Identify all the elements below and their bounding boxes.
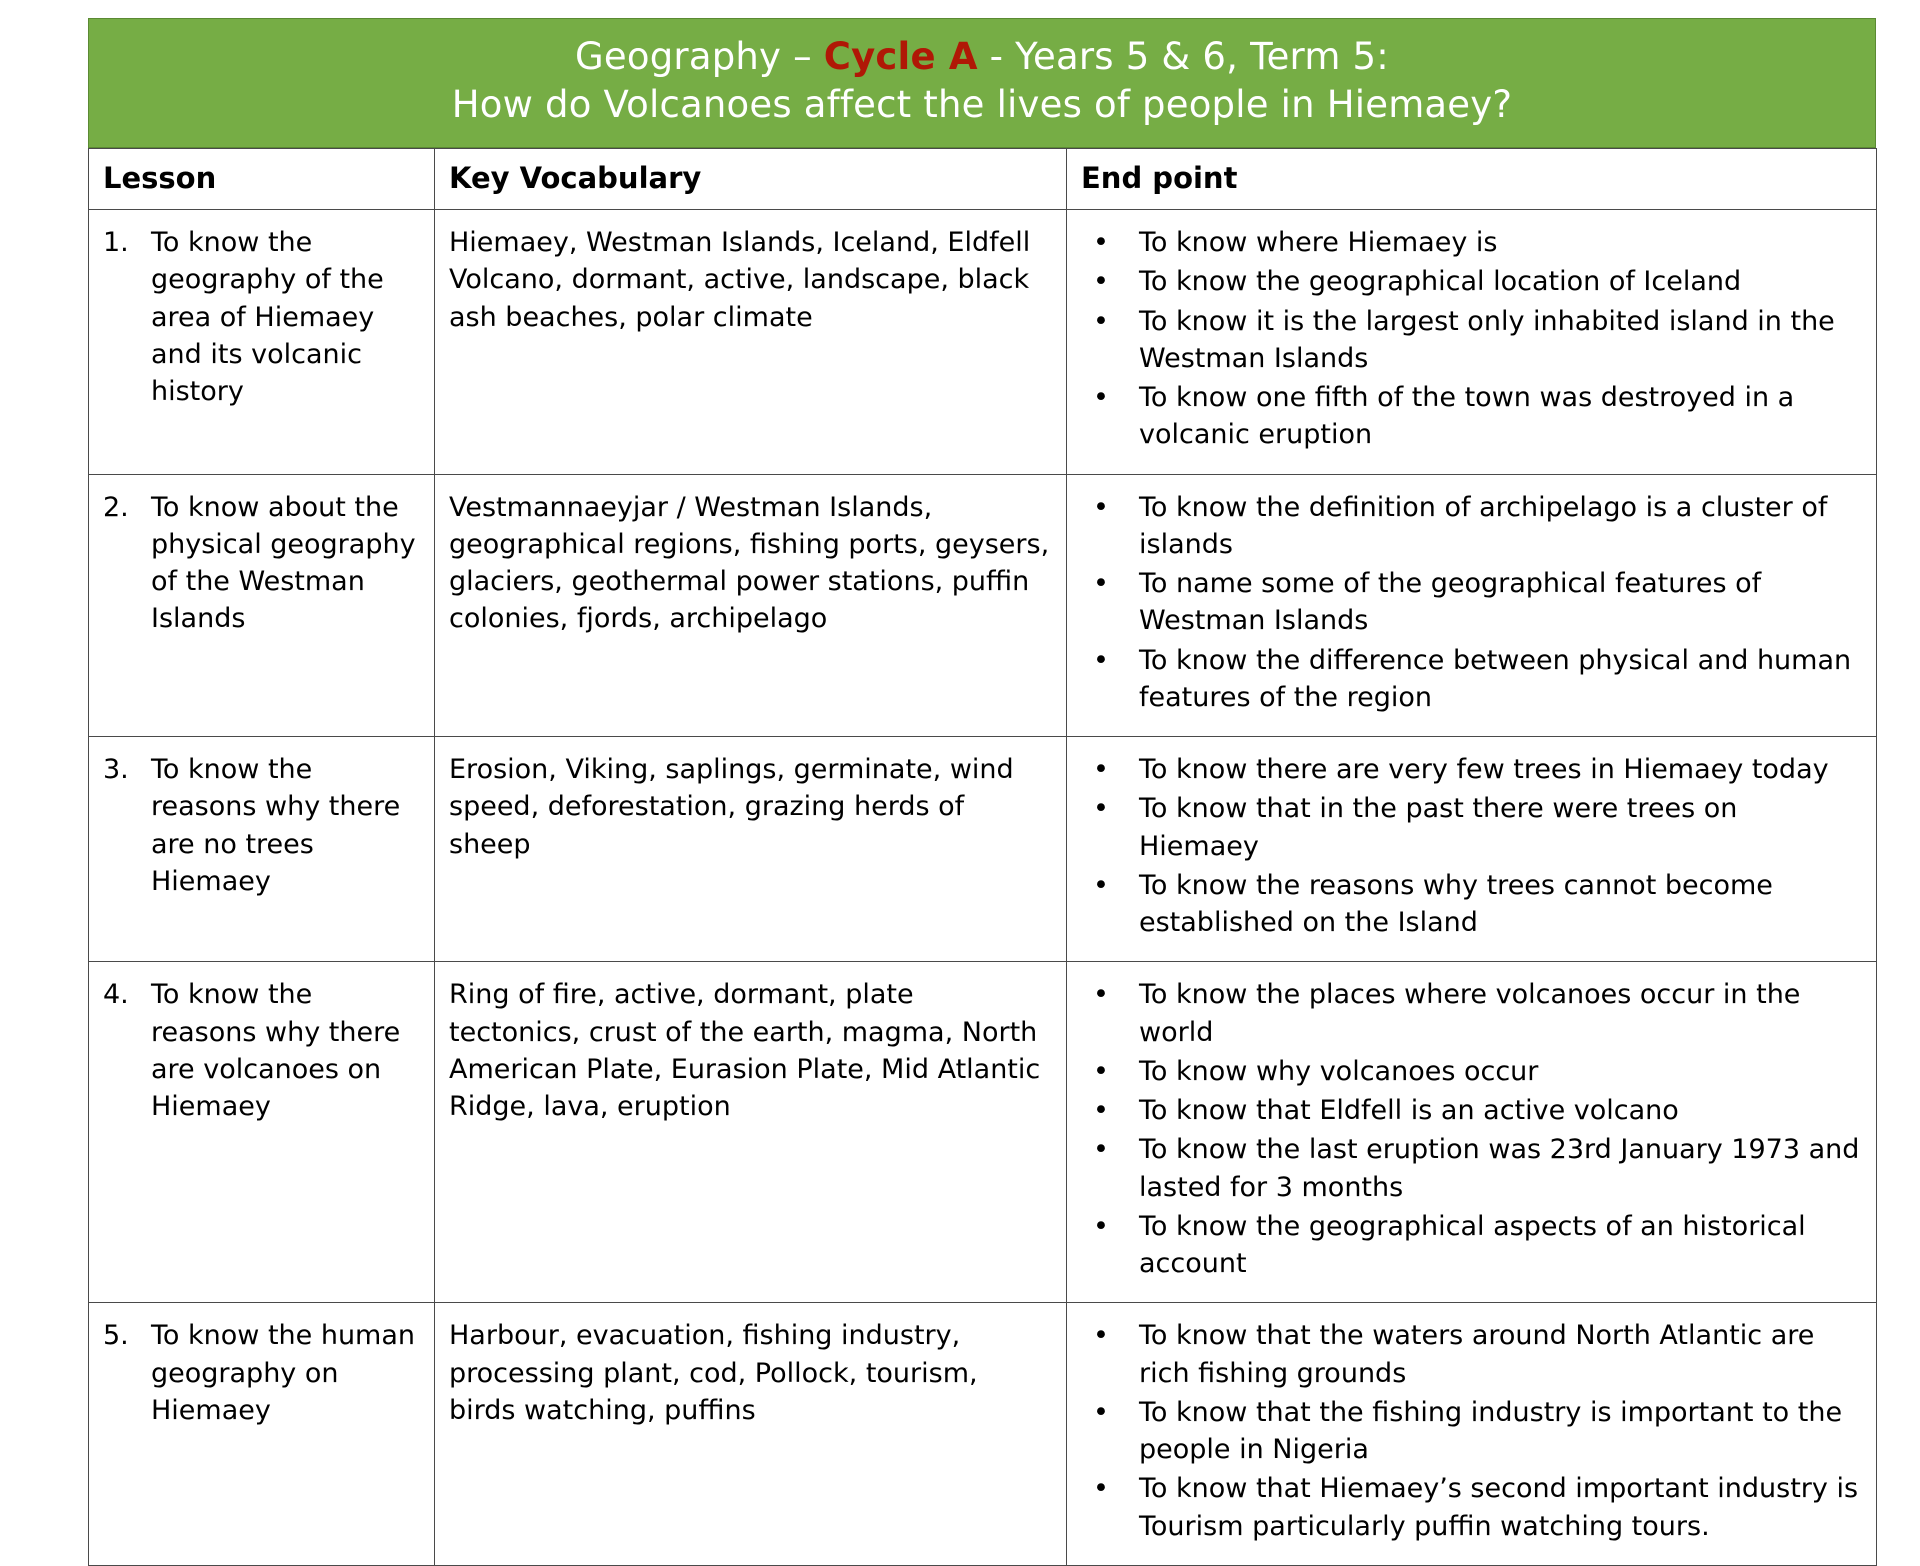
end-point-cell — [1067, 737, 1877, 962]
lesson-cell — [89, 737, 435, 962]
end-point-item: • To know there are very few trees in Hiemaey today — [1129, 751, 1862, 788]
lesson-objective: To know the reasons why there are volcanoes on Hiemaey — [151, 979, 401, 1123]
lesson-cell — [89, 474, 435, 737]
end-point-cell — [1067, 1303, 1877, 1566]
end-point-item: • To name some of the geographical features of Westman Islands — [1129, 565, 1862, 640]
end-point-item: • To know the geographical location of Iceland — [1129, 263, 1862, 300]
lesson-number: 4. — [103, 979, 129, 1011]
end-point-item: • To know that in the past there were trees on Hiemaey — [1129, 790, 1862, 865]
lesson-number: 3. — [103, 754, 129, 786]
vocabulary-text: Vestmannaeyjar / Westman Islands, geographical regions, fishing ports, geysers, glaciers, geothermal power stations, puffin colonies, fjords, archipelago — [449, 491, 1050, 635]
table-row — [89, 474, 1877, 737]
vocabulary-text: Harbour, evacuation, fishing industry, processing plant, cod, Pollock, tourism, birds watching, puffins — [449, 1320, 978, 1426]
end-point-cell — [1067, 210, 1877, 475]
header-title-suffix: - Years 5 & 6, Term 5: — [977, 35, 1389, 78]
vocabulary-cell — [435, 1303, 1067, 1566]
vocabulary-text: Ring of fire, active, dormant, plate tectonics, crust of the earth, magma, North American Plate, Eurasion Plate, Mid Atlantic Ridge, lava, eruption — [449, 979, 1041, 1123]
vocabulary-text: Erosion, Viking, saplings, germinate, wind speed, deforestation, grazing herds of sheep — [449, 754, 1014, 860]
end-point-list — [1081, 224, 1862, 454]
curriculum-table — [88, 148, 1877, 1566]
column-header-lesson: Lesson — [89, 149, 435, 210]
end-point-cell — [1067, 962, 1877, 1303]
lesson-objective: To know the human geography on Hiemaey — [151, 1320, 416, 1426]
end-point-item: • To know the difference between physical and human features of the region — [1129, 642, 1862, 717]
table-row — [89, 210, 1877, 475]
end-point-item: • To know that Hiemaey’s second important industry is Tourism particularly puffin watching tours. — [1129, 1470, 1862, 1545]
vocabulary-text: Hiemaey, Westman Islands, Iceland, Eldfell Volcano, dormant, active, landscape, black ash beaches, polar climate — [449, 227, 1031, 333]
header-title-cycle-accent: Cycle A — [823, 35, 978, 78]
header-banner — [88, 18, 1876, 148]
column-header-end-point: End point — [1067, 149, 1877, 210]
lesson-objective: To know about the physical geography of the Westman Islands — [151, 491, 416, 635]
table-row — [89, 962, 1877, 1303]
end-point-list — [1081, 976, 1862, 1282]
end-point-cell — [1067, 474, 1877, 737]
lesson-objective: To know the geography of the area of Hiemaey and its volcanic history — [151, 227, 384, 408]
end-point-list — [1081, 751, 1862, 941]
vocabulary-cell — [435, 474, 1067, 737]
vocabulary-cell — [435, 737, 1067, 962]
lesson-cell — [89, 962, 435, 1303]
end-point-item: • To know why volcanoes occur — [1129, 1053, 1862, 1090]
table-header — [89, 149, 1877, 210]
end-point-list — [1081, 489, 1862, 717]
column-header-key-vocabulary: Key Vocabulary — [435, 149, 1067, 210]
table-row — [89, 1303, 1877, 1566]
end-point-item: • To know the definition of archipelago is a cluster of islands — [1129, 489, 1862, 564]
end-point-item: • To know it is the largest only inhabited island in the Westman Islands — [1129, 303, 1862, 378]
lesson-number: 2. — [103, 491, 129, 523]
table-body — [89, 210, 1877, 1566]
end-point-item: • To know the geographical aspects of an historical account — [1129, 1208, 1862, 1283]
end-point-item: • To know that Eldfell is an active volcano — [1129, 1092, 1862, 1129]
end-point-item: • To know the reasons why trees cannot become established on the Island — [1129, 867, 1862, 942]
lesson-objective: To know the reasons why there are no trees Hiemaey — [151, 754, 401, 897]
end-point-item: • To know where Hiemaey is — [1129, 224, 1862, 261]
end-point-item: • To know one fifth of the town was destroyed in a volcanic eruption — [1129, 379, 1862, 454]
lesson-cell — [89, 1303, 435, 1566]
header-title-line-1 — [109, 33, 1855, 81]
end-point-item: • To know that the fishing industry is important to the people in Nigeria — [1129, 1394, 1862, 1469]
lesson-cell — [89, 210, 435, 475]
vocabulary-cell — [435, 962, 1067, 1303]
lesson-number: 5. — [103, 1320, 129, 1352]
header-title-line-2: How do Volcanoes affect the lives of people in Hiemaey? — [451, 83, 1513, 127]
lesson-number: 1. — [103, 227, 129, 259]
end-point-item: • To know the places where volcanoes occur in the world — [1129, 976, 1862, 1051]
vocabulary-cell — [435, 210, 1067, 475]
header-title-prefix: Geography – — [575, 35, 824, 78]
table-header-row — [89, 149, 1877, 210]
end-point-item: • To know the last eruption was 23rd January 1973 and lasted for 3 months — [1129, 1131, 1862, 1206]
end-point-list — [1081, 1317, 1862, 1545]
end-point-item: • To know that the waters around North Atlantic are rich fishing grounds — [1129, 1317, 1862, 1392]
table-row — [89, 737, 1877, 962]
